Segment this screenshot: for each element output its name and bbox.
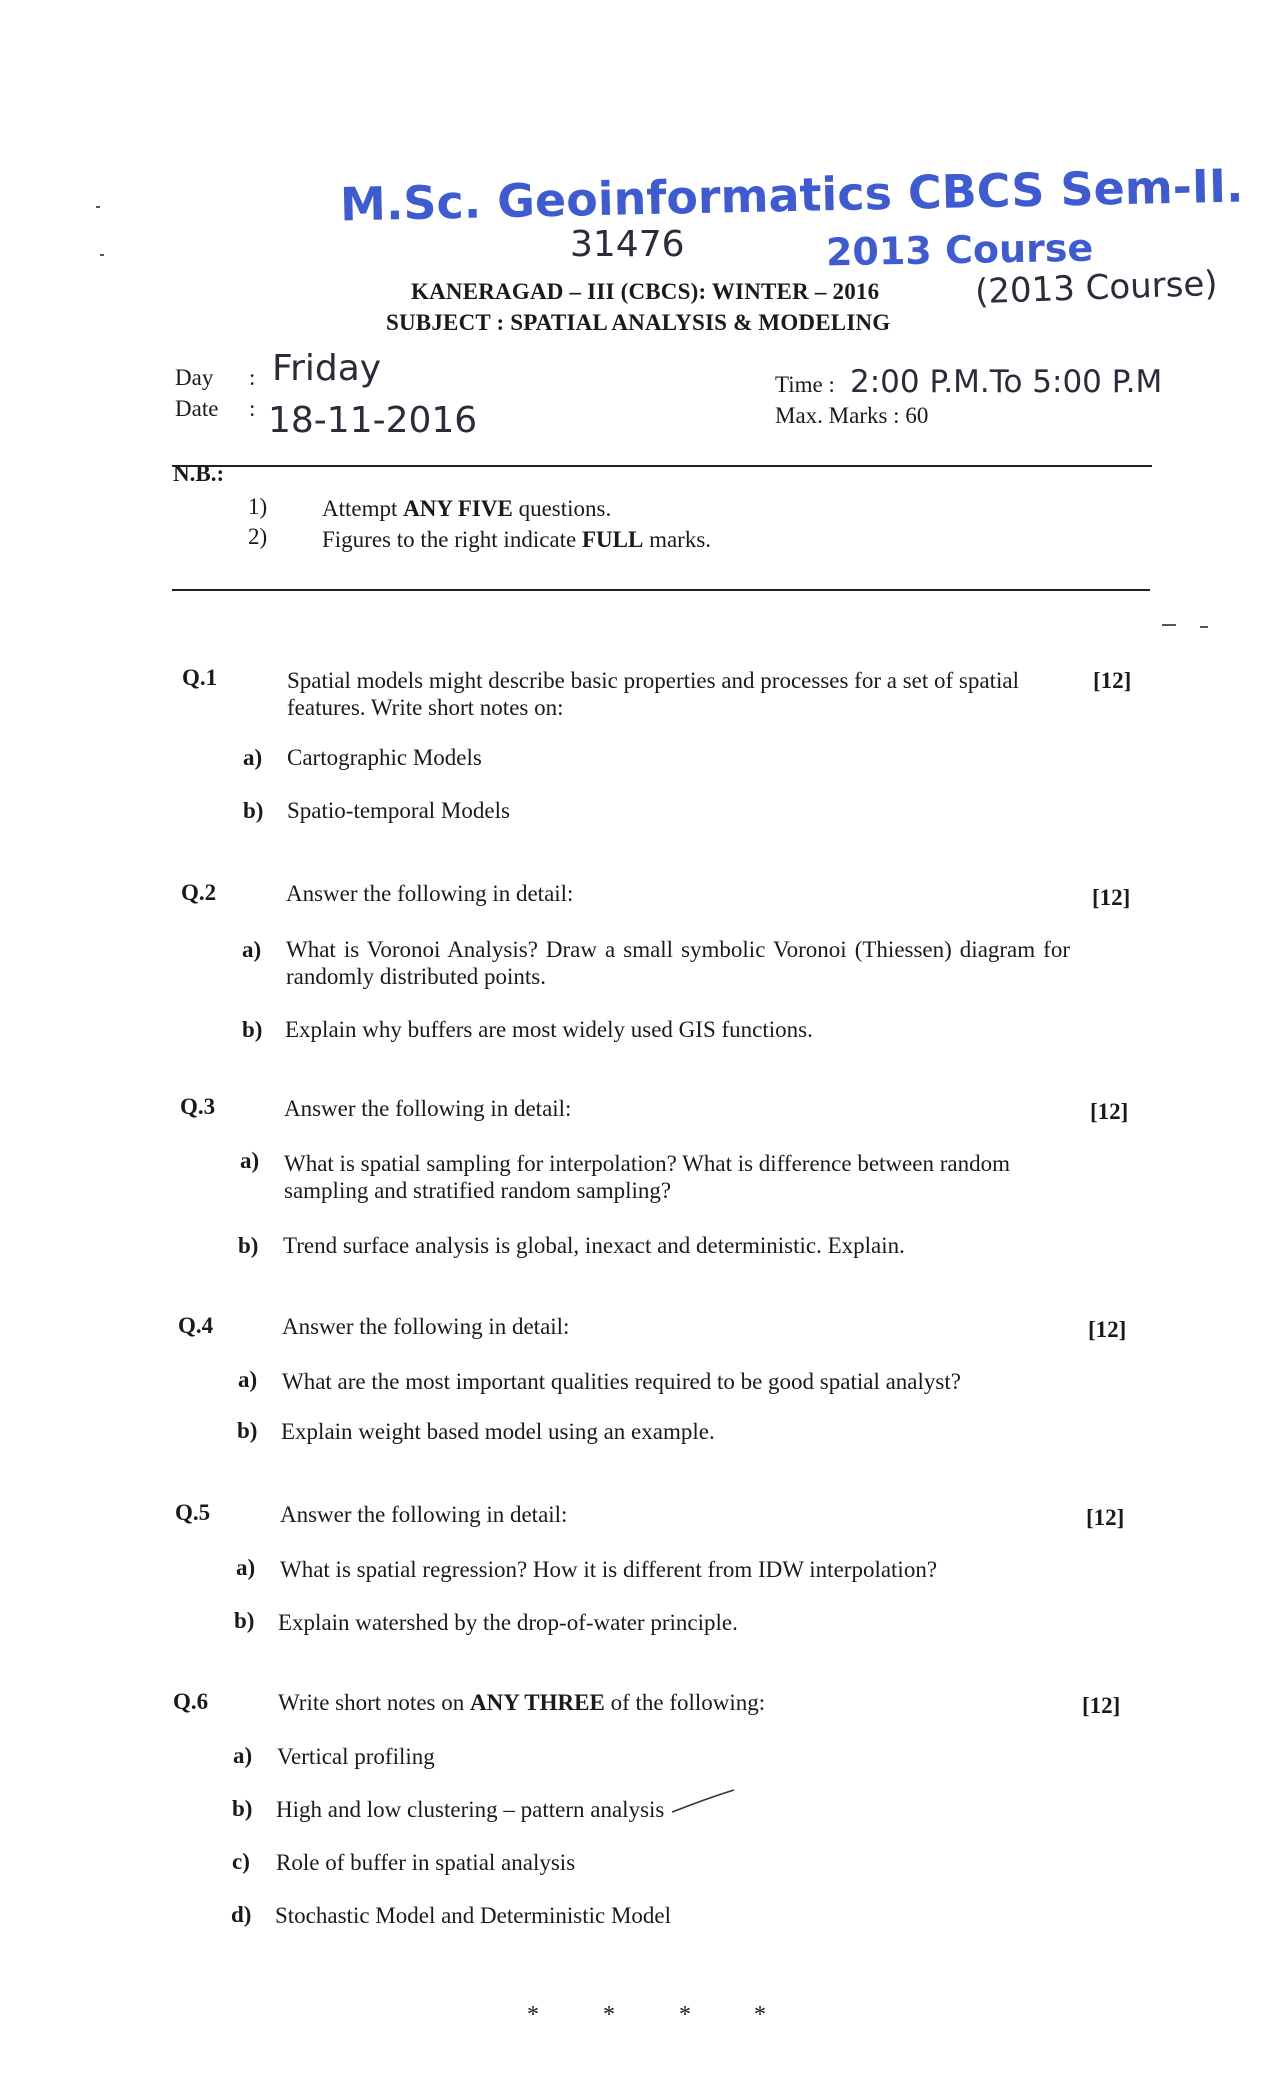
question-text: Answer the following in detail: xyxy=(280,1502,568,1527)
sub-text: Vertical profiling xyxy=(277,1744,435,1769)
question-text: Answer the following in detail: xyxy=(282,1314,570,1339)
instruction-2-post: marks. xyxy=(643,527,712,552)
sub-text: Role of buffer in spatial analysis xyxy=(276,1850,576,1875)
instruction-1-pre: Attempt xyxy=(322,496,404,521)
sub-label: b) xyxy=(234,1608,255,1633)
question-6-text-post: of the following: xyxy=(604,1690,766,1715)
question-marks: [12] xyxy=(1086,1505,1125,1530)
pen-stroke-mark xyxy=(668,1788,738,1818)
max-marks: Max. Marks : 60 xyxy=(775,403,929,428)
sub-text: Stochastic Model and Deterministic Model xyxy=(275,1903,672,1928)
question-number: Q.5 xyxy=(175,1500,211,1525)
sub-label: a) xyxy=(243,745,263,770)
sub-label: a) xyxy=(238,1367,258,1392)
question-number: Q.6 xyxy=(173,1689,209,1714)
day-colon: : xyxy=(249,365,256,390)
divider-bottom xyxy=(172,589,1150,591)
sub-text: What is Voronoi Analysis? Draw a small symbolic Voronoi (Thiessen) diagram for randomly distributed points. xyxy=(286,937,1070,989)
question-number: Q.1 xyxy=(182,665,218,690)
sub-label: a) xyxy=(233,1743,253,1768)
date-label: Date xyxy=(175,396,219,421)
question-marks: [12] xyxy=(1088,1317,1127,1342)
sub-text: Explain weight based model using an example. xyxy=(281,1419,715,1444)
sub-label: b) xyxy=(238,1233,259,1258)
question-text: Answer the following in detail: xyxy=(284,1096,572,1121)
question-number: Q.3 xyxy=(180,1094,216,1119)
footer-star: * xyxy=(527,2002,539,2028)
sub-label: a) xyxy=(242,937,262,962)
handwritten-day: Friday xyxy=(272,348,382,389)
instruction-num-1: 1) xyxy=(248,494,268,519)
sub-text: Spatio-temporal Models xyxy=(287,798,510,823)
question-text xyxy=(278,1689,765,1716)
question-text: Answer the following in detail: xyxy=(286,881,574,906)
scan-speck xyxy=(1200,626,1208,628)
sub-label: b) xyxy=(242,1017,263,1042)
sub-text: Trend surface analysis is global, inexact and deterministic. Explain. xyxy=(283,1233,905,1258)
question-6-text-pre: Write short notes on xyxy=(278,1690,470,1715)
instruction-2 xyxy=(322,527,711,553)
instruction-1-bold: ANY FIVE xyxy=(403,496,513,521)
sub-label: a) xyxy=(236,1555,256,1580)
handwritten-date: 18-11-2016 xyxy=(268,400,478,441)
instruction-2-pre: Figures to the right indicate xyxy=(322,527,582,552)
footer-star: * xyxy=(679,2002,691,2028)
divider-top xyxy=(172,465,1152,467)
sub-label: b) xyxy=(243,798,264,823)
question-text: Spatial models might describe basic properties and processes for a set of spatial features. Write short notes on: xyxy=(287,668,1019,720)
instruction-2-bold: FULL xyxy=(581,527,644,552)
nb-heading: N.B.: xyxy=(173,461,225,486)
sub-label: d) xyxy=(231,1902,252,1927)
sub-text: Explain why buffers are most widely used GIS functions. xyxy=(285,1017,813,1042)
question-number: Q.4 xyxy=(178,1313,214,1338)
sub-label: c) xyxy=(232,1849,250,1874)
question-6-text-bold: ANY THREE xyxy=(470,1690,605,1715)
time-label: Time : xyxy=(775,372,835,397)
sub-text: Cartographic Models xyxy=(287,745,482,770)
exam-title: KANERAGAD – III (CBCS): WINTER – 2016 xyxy=(411,279,880,304)
question-marks: [12] xyxy=(1093,668,1132,693)
sub-label: b) xyxy=(237,1418,258,1443)
handwritten-course-title: M.Sc. Geoinformatics CBCS Sem-II. xyxy=(339,158,1245,232)
question-marks: [12] xyxy=(1092,885,1131,910)
day-label: Day xyxy=(175,365,214,390)
question-marks: [12] xyxy=(1082,1693,1121,1718)
handwritten-course-year: 2013 Course xyxy=(825,225,1094,275)
sub-text: High and low clustering – pattern analysis xyxy=(276,1797,665,1822)
scan-speck xyxy=(100,254,104,256)
footer-star: * xyxy=(603,2002,615,2028)
instruction-1-post: questions. xyxy=(512,496,612,521)
sub-label: b) xyxy=(232,1796,253,1821)
sub-text: What is spatial sampling for interpolation? What is difference between random sampling and stratified random sampling? xyxy=(284,1151,1010,1203)
sub-text: What is spatial regression? How it is different from IDW interpolation? xyxy=(280,1557,938,1582)
date-colon: : xyxy=(249,396,256,421)
handwritten-time: 2:00 P.M.To 5:00 P.M xyxy=(850,364,1163,400)
subject-line: SUBJECT : SPATIAL ANALYSIS & MODELING xyxy=(386,310,891,335)
scan-speck xyxy=(96,206,100,208)
sub-text: Explain watershed by the drop-of-water principle. xyxy=(278,1610,738,1635)
question-marks: [12] xyxy=(1090,1099,1129,1124)
handwritten-paper-code: 31476 xyxy=(570,224,685,265)
scan-speck xyxy=(1162,624,1176,626)
instruction-num-2: 2) xyxy=(248,524,268,549)
sub-text: What are the most important qualities required to be good spatial analyst? xyxy=(282,1369,961,1394)
instruction-1 xyxy=(322,496,611,522)
handwritten-course-note: (2013 Course) xyxy=(974,263,1219,313)
question-number: Q.2 xyxy=(181,880,217,905)
footer-star: * xyxy=(754,2002,766,2028)
sub-label: a) xyxy=(240,1148,260,1173)
